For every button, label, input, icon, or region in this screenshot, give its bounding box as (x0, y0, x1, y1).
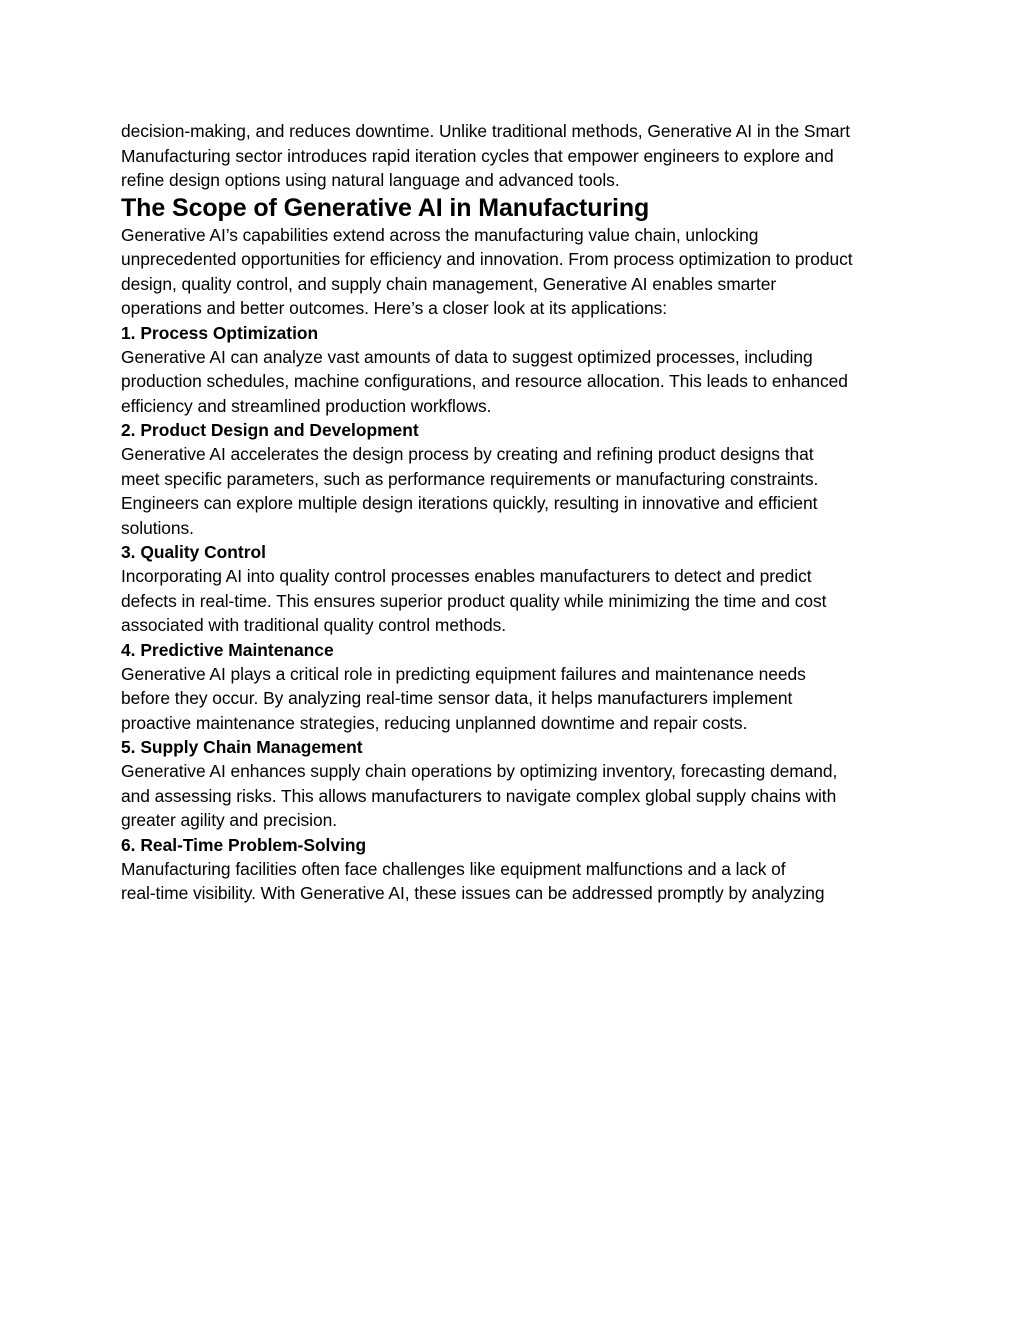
subsection-title-real-time-problem-solving: 6. Real-Time Problem-Solving (121, 834, 367, 855)
text-line: design, quality control, and supply chain management, Generative AI enables smarter (121, 273, 777, 294)
text-line: decision-making, and reduces downtime. Unlike traditional methods, Generative AI in the Smart (121, 121, 851, 141)
subsection-title-quality-control: 3. Quality Control (121, 542, 266, 562)
subsection-paragraph (121, 759, 911, 833)
text-line: Manufacturing sector introduces rapid iteration cycles that empower engineers to explore and (121, 145, 834, 166)
subsection-paragraph (121, 662, 911, 736)
text-line: production schedules, machine configurations, and resource allocation. This leads to enhanced (121, 371, 848, 391)
text-line: meet specific parameters, such as performance requirements or manufacturing constraints. (121, 468, 819, 489)
text-line: unprecedented opportunities for efficiency and innovation. From process optimization to product (121, 249, 853, 269)
section-heading: The Scope of Generative AI in Manufacturing (121, 193, 650, 222)
subsection-paragraph (121, 857, 911, 906)
text-line: Incorporating AI into quality control processes enables manufacturers to detect and predict (121, 566, 812, 586)
text-line: refine design options using natural language and advanced tools. (121, 170, 620, 190)
text-line: Generative AI can analyze vast amounts of data to suggest optimized processes, including (121, 346, 813, 367)
text-line: and assessing risks. This allows manufacturers to navigate complex global supply chains with (121, 785, 837, 806)
text-line: Generative AI plays a critical role in predicting equipment failures and maintenance needs (121, 663, 806, 684)
text-line: Engineers can explore multiple design iterations quickly, resulting in innovative and efficient (121, 493, 818, 513)
subsection-title-supply-chain: 5. Supply Chain Management (121, 737, 363, 757)
text-line: Generative AI enhances supply chain operations by optimizing inventory, forecasting demand, (121, 761, 838, 781)
subsection-paragraph (121, 442, 911, 540)
document-page (121, 119, 911, 906)
text-line: before they occur. By analyzing real-time sensor data, it helps manufacturers implement (121, 688, 793, 708)
text-line: operations and better outcomes. Here’s a closer look at its applications: (121, 298, 668, 318)
text-line: Generative AI’s capabilities extend across the manufacturing value chain, unlocking (121, 224, 759, 245)
text-line: efficiency and streamlined production workflows. (121, 395, 492, 416)
subsection-title-predictive-maintenance: 4. Predictive Maintenance (121, 639, 334, 660)
text-line: real-time visibility. With Generative AI, these issues can be addressed promptly by analyzing (121, 883, 825, 903)
subsection-paragraph (121, 345, 911, 419)
text-line: defects in real-time. This ensures superior product quality while minimizing the time and cost (121, 590, 827, 611)
subsection-title-product-design: 2. Product Design and Development (121, 420, 419, 440)
subsection-paragraph (121, 564, 911, 638)
overview-paragraph (121, 223, 911, 321)
text-line: proactive maintenance strategies, reducing unplanned downtime and repair costs. (121, 712, 748, 733)
intro-paragraph (121, 119, 911, 193)
text-line: greater agility and precision. (121, 810, 338, 830)
text-line: associated with traditional quality control methods. (121, 615, 507, 635)
text-line: Manufacturing facilities often face challenges like equipment malfunctions and a lack of (121, 858, 786, 879)
text-line: solutions. (121, 517, 194, 538)
text-line: Generative AI accelerates the design process by creating and refining product designs that (121, 444, 814, 464)
subsection-title-process-optimization: 1. Process Optimization (121, 322, 319, 343)
